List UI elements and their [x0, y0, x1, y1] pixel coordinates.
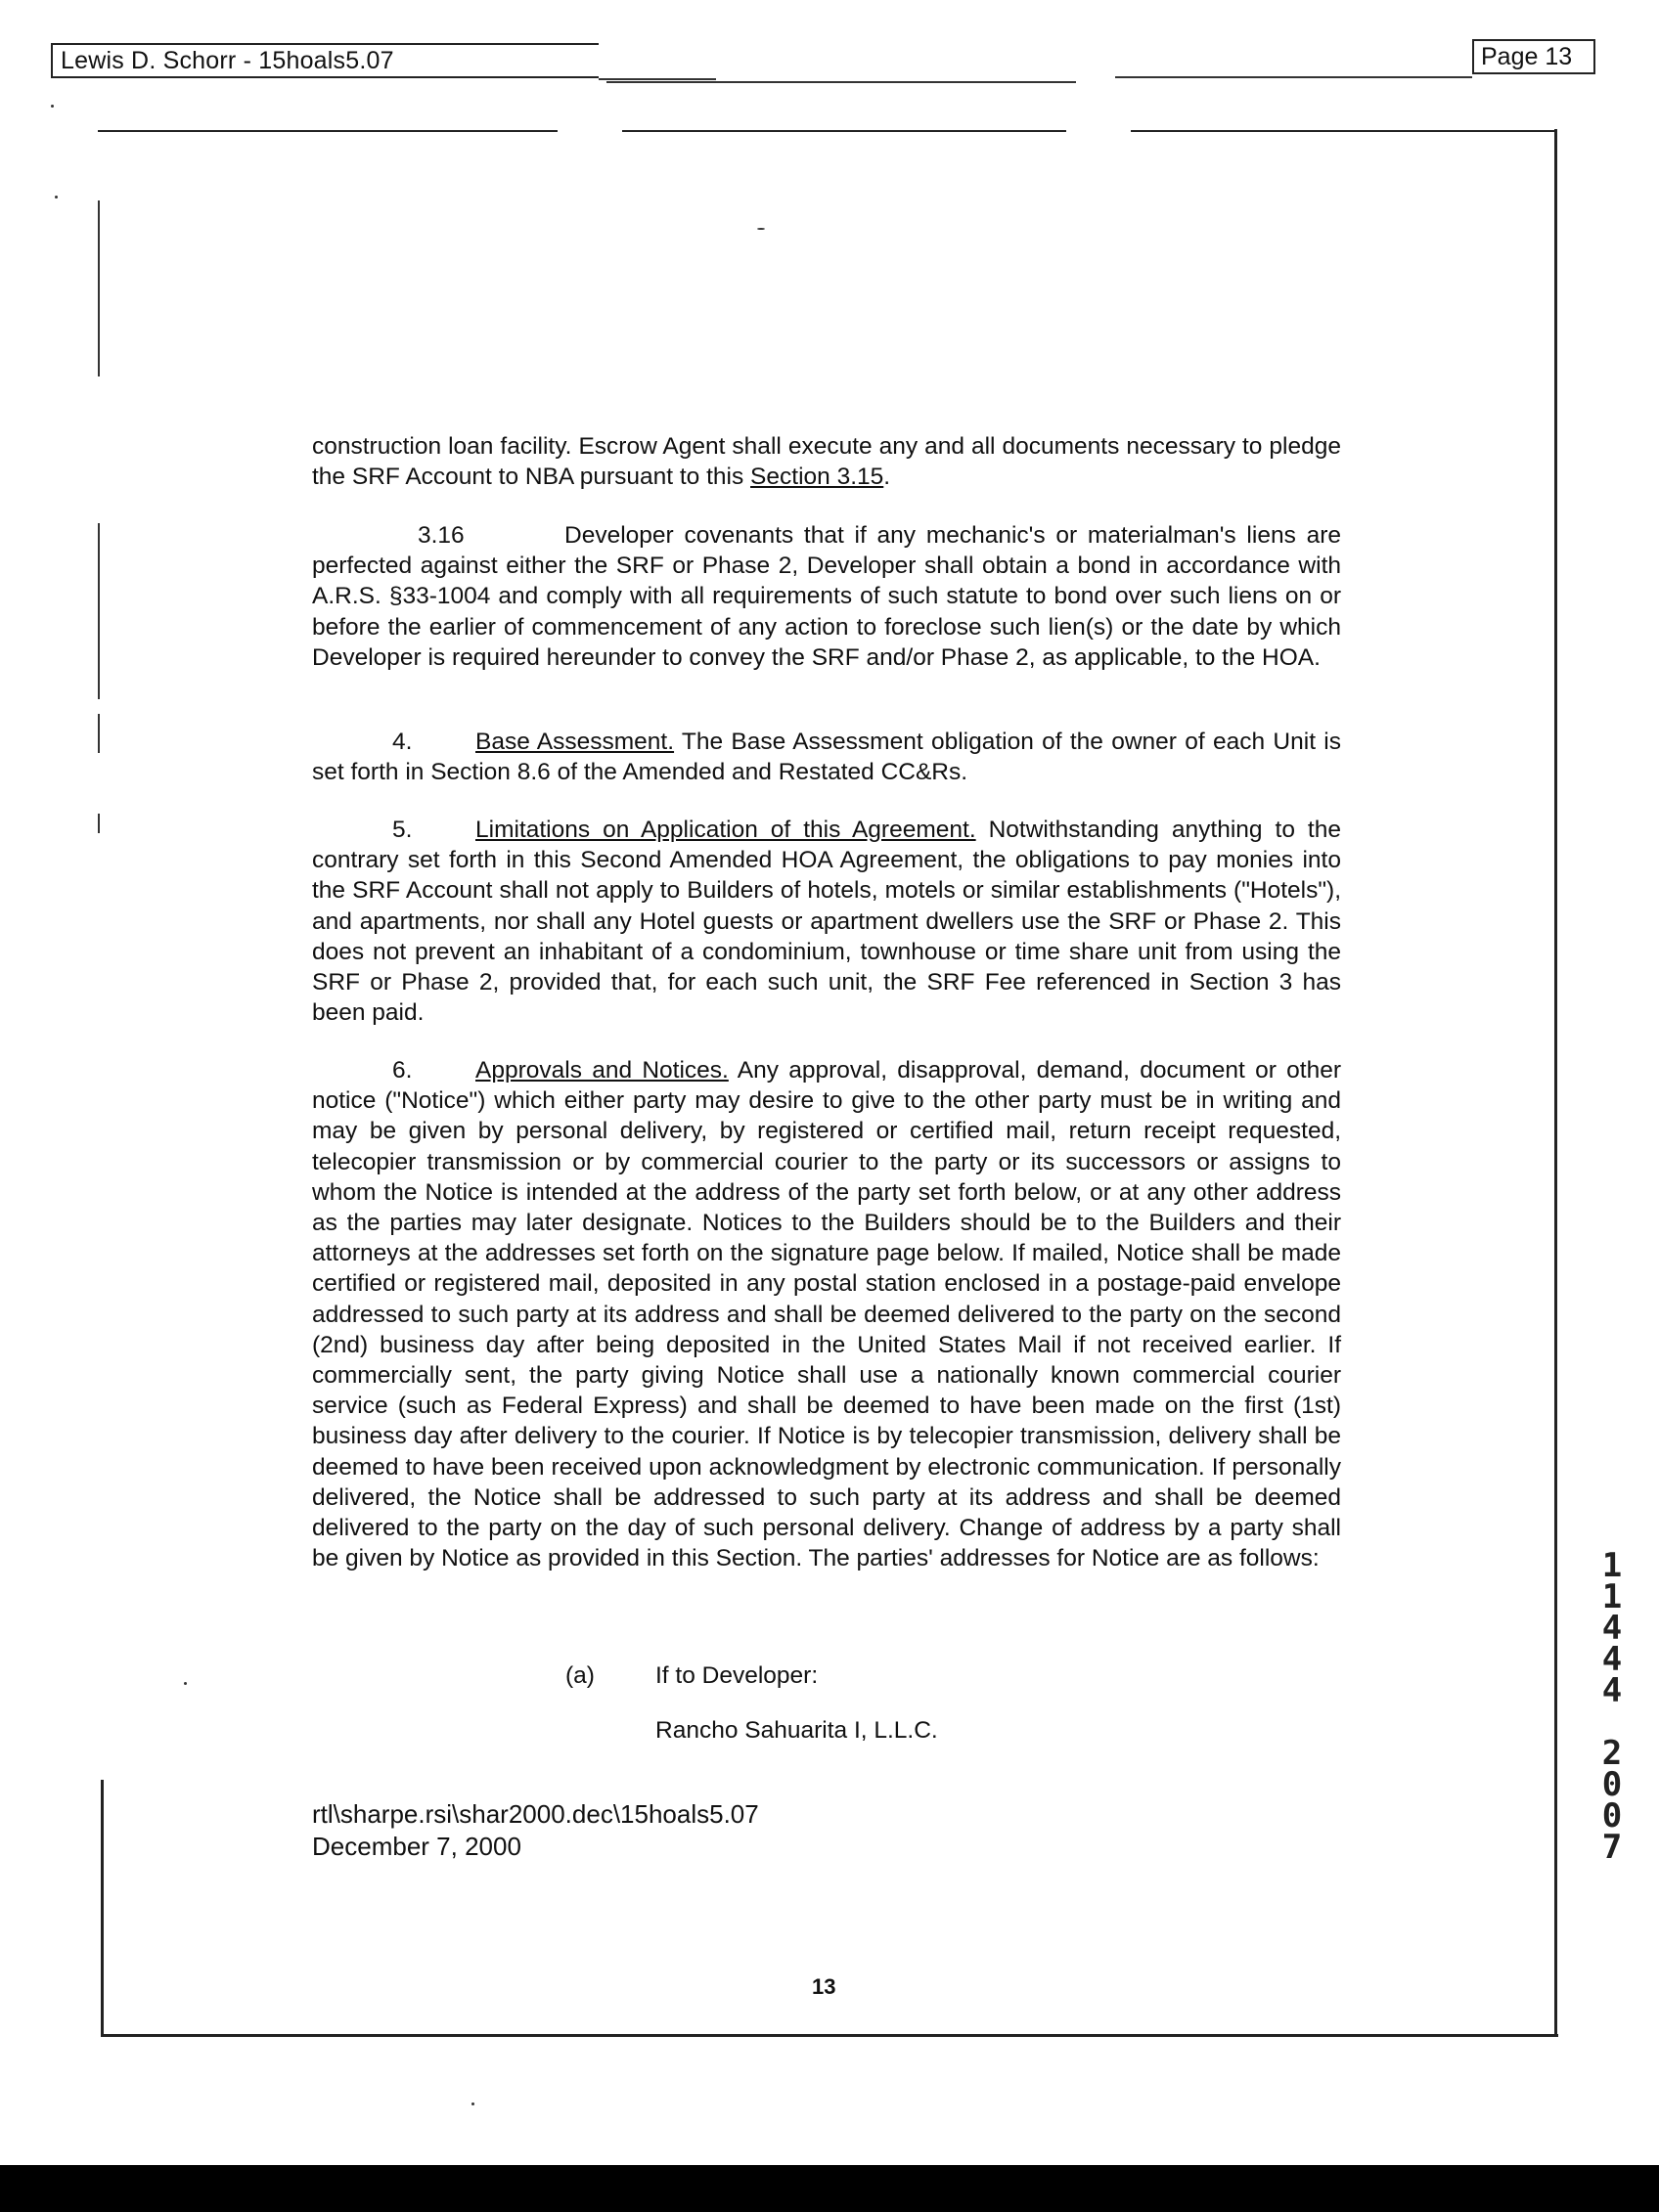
frame-top-segment [1131, 130, 1556, 132]
section-number: 3.16 [418, 522, 465, 549]
paragraph-6: 6. Approvals and Notices. Any approval, disapproval, demand, document or other notice ("Notice") which either party may desire to give to the other party must be in writing and may be given by personal delivery, by registered or certified mail, return receipt requested, telecopier transmission or by commercial courier to the party or its successors or assigns to whom the Notice is intended at the address of the party set forth below, or at any other address as the parties may later designate. Notices to the Builders should be to the Builders and their attorneys at the addresses set forth on the signature page below. If mailed, Notice shall be made certified or registered mail, deposited in any postal station enclosed in a postage-paid envelope addressed to such party at its address and shall be deemed delivered to the party on the second (2nd) business day after being deposited in the United States Mail if not received earlier. If commercially sent, the party giving Notice shall use a nationally known commercial courier service (such as Federal Express) and shall be deemed to have been made on the first (1st) business day after delivery to the courier. If Notice is by telecopier transmission, delivery shall be deemed to have been received upon acknowledgment by electronic communication. If personally delivered, the Notice shall be addressed to such party at its address and shall be deemed delivered to the party on the day of such personal delivery. Change of address by a party shall be given by Notice as provided in this Section. The parties' addresses for Notice are as follows: [312, 1057, 1341, 1572]
header-rule [606, 81, 1076, 83]
section-number: 4. [392, 729, 413, 755]
header-rule [1115, 76, 1472, 78]
scan-speck [471, 2102, 474, 2105]
frame-right [1554, 129, 1557, 2036]
paragraph-3-15-end: construction loan facility. Escrow Agent shall execute any and all documents necessary to pledge the SRF Account to NBA pursuant to this Section 3.15. [312, 433, 1341, 491]
recording-stamp: 1 1 4 4 4 2 0 0 7 [1601, 1546, 1623, 1867]
section-reference: Section 3.15 [750, 464, 884, 491]
frame-bottom [101, 2034, 1558, 2037]
footer-file-path: rtl\sharpe.rsi\shar2000.dec\15hoals5.07 [312, 1799, 759, 1829]
subsection-text: If to Developer: [655, 1662, 819, 1689]
developer-name: Rancho Sahuarita I, L.L.C. [655, 1717, 938, 1744]
frame-left-segment [98, 200, 100, 376]
scan-speck [757, 228, 765, 230]
frame-left-segment [98, 814, 100, 833]
frame-top-segment [98, 130, 558, 132]
scan-speck [55, 196, 58, 199]
scan-speck [51, 105, 54, 108]
scan-speck [184, 1682, 187, 1685]
section-heading: Limitations on Application of this Agreement. [475, 817, 976, 843]
frame-left-segment [98, 714, 100, 753]
header-page-label: Page 13 [1481, 43, 1573, 70]
header-title: Lewis D. Schorr - 15hoals5.07 [61, 47, 394, 74]
subsection-label: (a) [565, 1662, 595, 1689]
section-heading: Base Assessment. [475, 729, 675, 755]
paragraph-5: 5. Limitations on Application of this Agreement. Notwithstanding anything to the contrary set forth in this Second Amended HOA Agreement, the obligations to pay monies into the SRF Account shall not apply to Builders of hotels, motels or similar establishments ("Hotels"), and apartments, nor shall any Hotel guests or apartment dwellers use the SRF or Phase 2. This does not prevent an inhabitant of a condominium, townhouse or time share unit from using the SRF or Phase 2, provided that, for each such unit, the SRF Fee referenced in Section 3 has been paid. [312, 817, 1341, 1027]
section-heading: Approvals and Notices. [475, 1057, 729, 1084]
scan-bottom-border [0, 2165, 1659, 2212]
section-number: 5. [392, 817, 413, 843]
frame-left-bottom [101, 1780, 104, 2036]
paragraph-3-16: 3.16 Developer covenants that if any mechanic's or materialman's liens are perfected against either the SRF or Phase 2, Developer shall obtain a bond in accordance with A.R.S. §33-1004 and comply with all requirements of such statute to bond over such liens on or before the earlier of commencement of any action to foreclose such lien(s) or the date by which Developer is required hereunder to convey the SRF and/or Phase 2, as applicable, to the HOA. [312, 522, 1341, 671]
paragraph-4: 4. Base Assessment. The Base Assessment obligation of the owner of each Unit is set forth in Section 8.6 of the Amended and Restated CC&Rs. [312, 729, 1341, 786]
frame-left-segment [98, 523, 100, 699]
header-rule [599, 78, 716, 80]
section-number: 6. [392, 1057, 413, 1084]
footer-date: December 7, 2000 [312, 1832, 521, 1861]
frame-top-segment [622, 130, 1066, 132]
page-number: 13 [812, 1974, 836, 1999]
